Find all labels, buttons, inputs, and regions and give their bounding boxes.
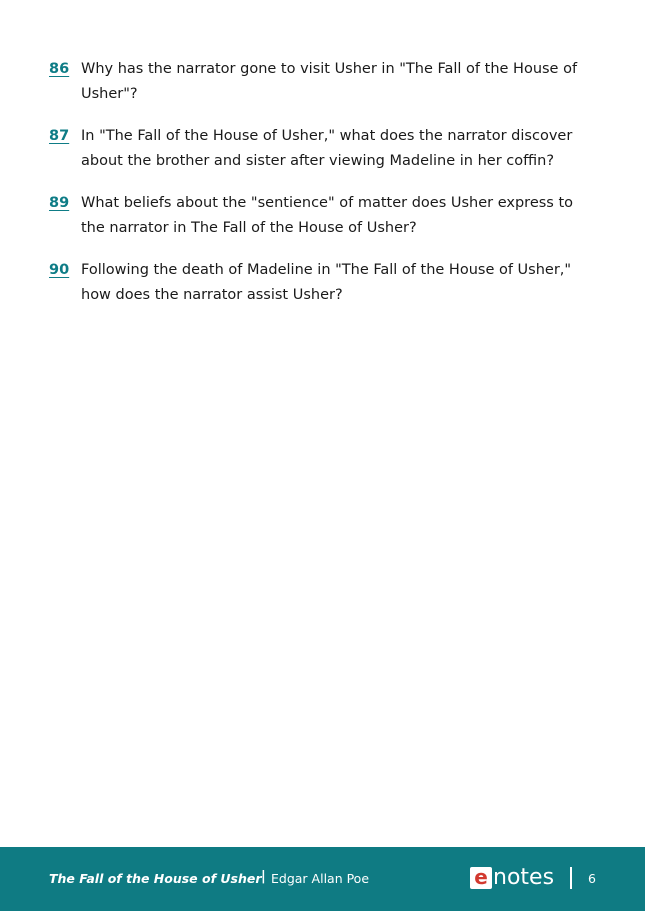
question-number-link[interactable]: 90: [49, 262, 70, 278]
logo-wordmark: notes: [493, 865, 555, 890]
footer-author: Edgar Allan Poe: [271, 871, 370, 886]
question-number-link[interactable]: 89: [49, 195, 70, 211]
question-item: [49, 258, 594, 308]
footer-divider: [570, 867, 572, 889]
logo-e-icon: e: [470, 867, 492, 889]
question-item: [49, 191, 594, 241]
footer-book-title: The Fall of the House of Usher: [49, 871, 262, 886]
question-text: Following the death of Madeline in "The Fall of the House of Usher," how does the narrator assist Usher?: [81, 262, 572, 303]
question-item: [49, 124, 594, 174]
question-number-link[interactable]: 87: [49, 128, 70, 144]
question-text: What beliefs about the "sentience" of matter does Usher express to the narrator in The Fall of the House of Usher?: [81, 195, 574, 236]
question-item: [49, 57, 594, 107]
page-footer: [0, 847, 645, 911]
question-list: [49, 57, 594, 325]
page-number: 6: [588, 871, 596, 886]
question-number-link[interactable]: 86: [49, 61, 70, 77]
enotes-logo[interactable]: [470, 866, 554, 890]
question-text: Why has the narrator gone to visit Usher in "The Fall of the House of Usher"?: [81, 61, 578, 102]
footer-separator: |: [261, 869, 266, 884]
question-text: In "The Fall of the House of Usher," what does the narrator discover about the brother and sister after viewing Madeline in her coffin?: [81, 128, 573, 169]
